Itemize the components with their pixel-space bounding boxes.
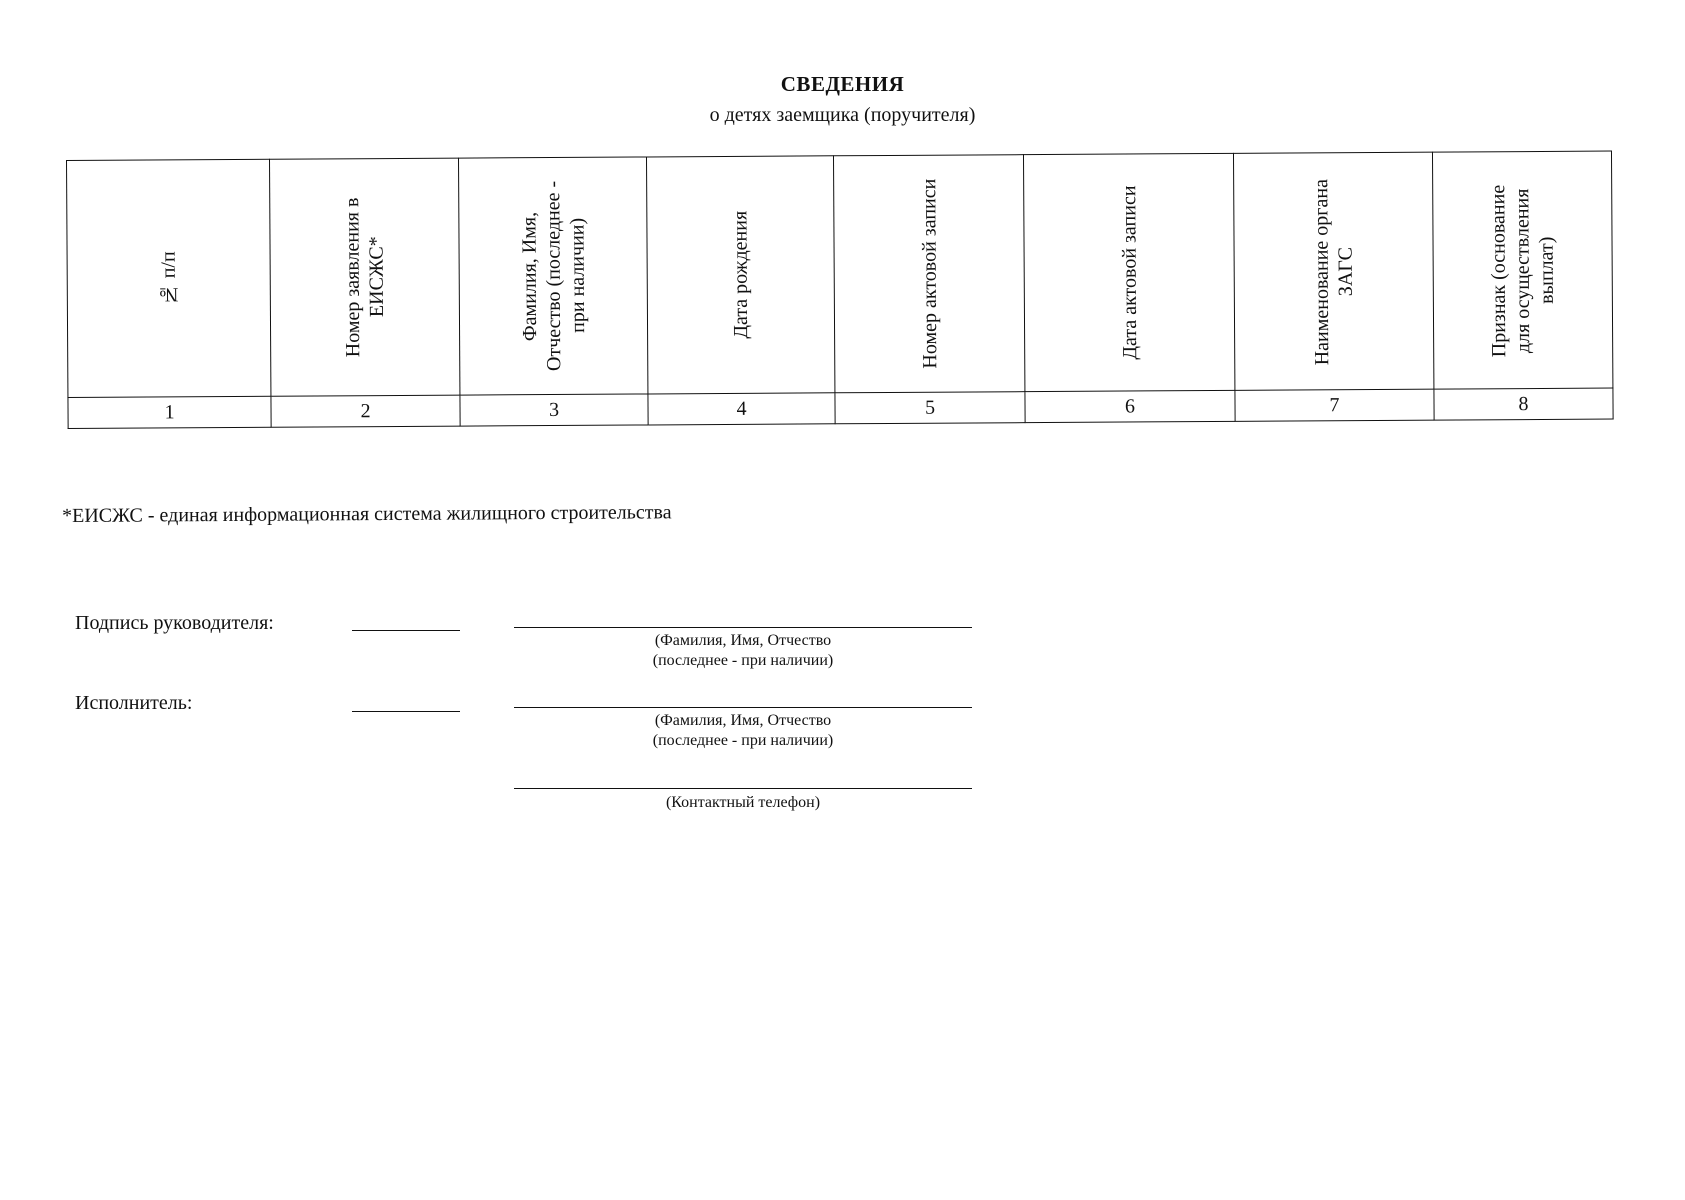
table-header-row — [67, 151, 1613, 397]
phone-caption: (Контактный телефон) — [665, 794, 821, 811]
caption-line: (последнее - при наличии) — [652, 732, 834, 749]
document-subtitle: о детях заемщика (поручителя) — [709, 104, 976, 126]
column-header-label: Наименование органа ЗАГС — [1310, 178, 1357, 365]
document-title: СВЕДЕНИЯ — [780, 72, 905, 96]
caption-line: (Фамилия, Имя, Отчество — [654, 632, 832, 649]
column-number: 8 — [1434, 388, 1613, 420]
column-header — [833, 155, 1024, 393]
column-number: 4 — [648, 393, 835, 425]
column-header-label: № п/п — [157, 251, 180, 306]
column-header-label: Дата рождения — [729, 210, 753, 339]
children-info-table-wrapper — [66, 151, 1613, 429]
executor-signature-line[interactable] — [352, 711, 460, 712]
footnote: *ЕИСЖС - единая информационная система жилищного строительства — [62, 501, 672, 527]
executor-name-line[interactable] — [514, 707, 972, 708]
executor-name-caption — [514, 711, 972, 751]
column-number: 3 — [460, 394, 648, 426]
column-number: 5 — [835, 392, 1025, 424]
executor-label: Исполнитель: — [75, 692, 193, 714]
column-header — [458, 157, 647, 395]
head-name-caption — [514, 631, 972, 671]
column-header — [1023, 153, 1234, 391]
caption-line: (последнее - при наличии) — [652, 652, 834, 669]
head-signature-line[interactable] — [352, 630, 460, 631]
column-header — [67, 159, 271, 397]
children-info-table — [66, 151, 1614, 429]
phone-line[interactable] — [514, 788, 972, 789]
column-number: 7 — [1235, 389, 1434, 421]
column-header — [1432, 151, 1612, 389]
column-header-label: Номер заявления в ЕИСЖС* — [341, 197, 388, 358]
head-name-line[interactable] — [514, 627, 972, 628]
column-header-label: Признак (основание для осуществления выплат) — [1487, 183, 1558, 357]
column-header — [1233, 152, 1433, 390]
column-header — [646, 156, 834, 394]
column-number: 1 — [68, 396, 271, 428]
caption-line: (Фамилия, Имя, Отчество — [654, 712, 832, 729]
column-header-label: Номер актовой записи — [917, 178, 941, 369]
head-signature-label: Подпись руководителя: — [75, 612, 274, 634]
column-header — [269, 158, 459, 396]
column-header-label: Фамилия, Имя, Отчество (последнее - при наличии) — [517, 180, 589, 372]
column-number: 2 — [271, 395, 460, 427]
column-header-label: Дата актовой записи — [1117, 185, 1141, 360]
column-number: 6 — [1025, 390, 1235, 422]
